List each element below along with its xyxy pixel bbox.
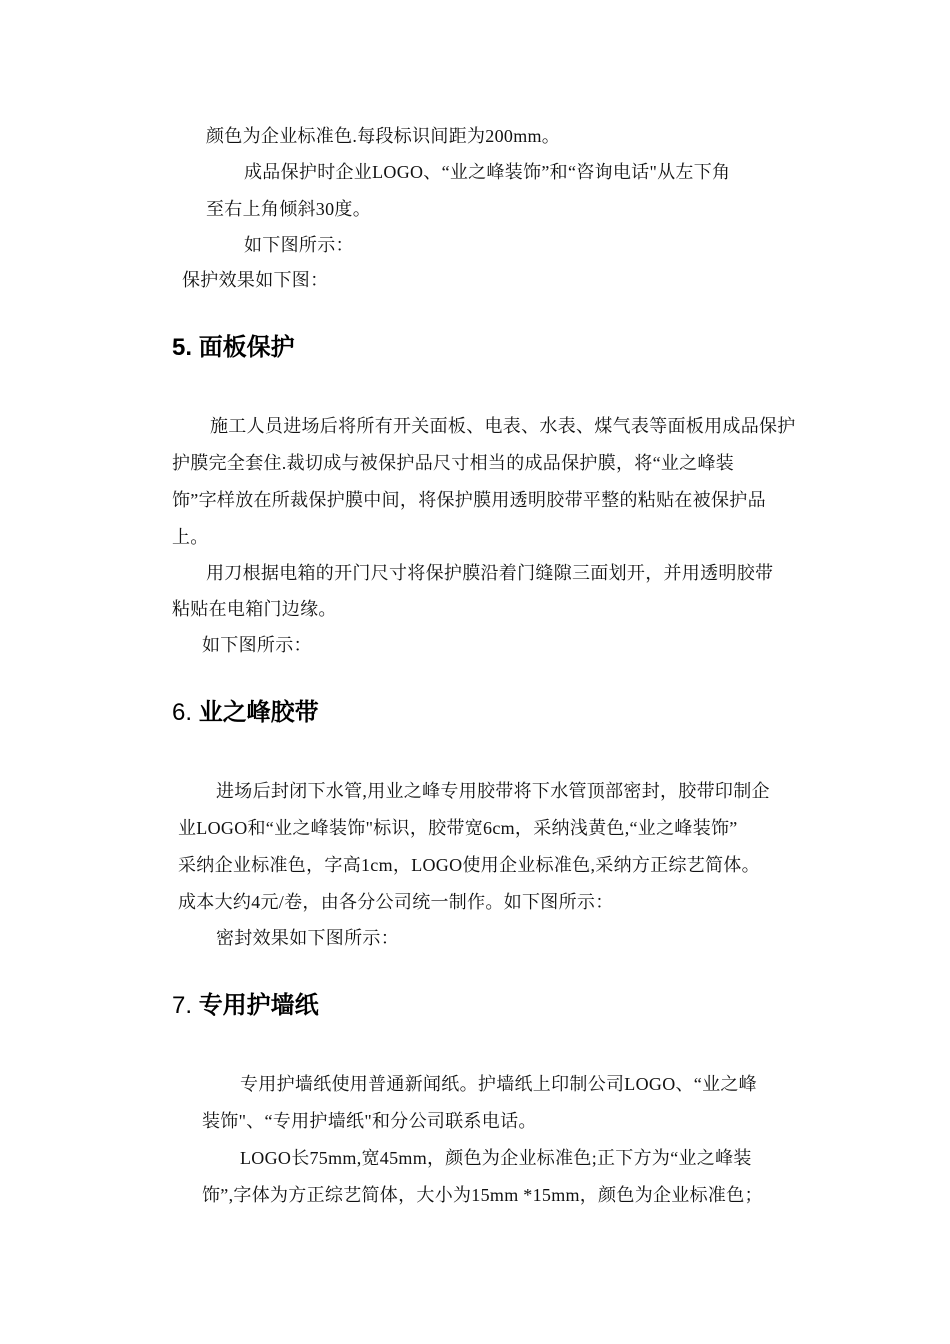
section-6-number: 6. (172, 699, 193, 726)
section-5-title: 面板保护 (198, 334, 295, 361)
section-5-number: 5. (172, 334, 193, 361)
section-6-heading (172, 697, 319, 729)
section-5-line-5: 用刀根据电箱的开门尺寸将保护膜沿着门缝隙三面划开，并用透明胶带 (206, 563, 774, 583)
section-6-title: 业之峰胶带 (198, 699, 319, 726)
section-6-line-5: 密封效果如下图所示： (216, 928, 399, 948)
section-5-line-3: 饰”字样放在所裁保护膜中间，将保护膜用透明胶带平整的粘贴在被保护品 (172, 490, 766, 510)
section-7-number: 7. (172, 992, 193, 1019)
section-7-heading (172, 990, 319, 1022)
section-6-line-3: 采纳企业标准色，字高1cm，LOGO使用企业标准色,采纳方正综艺简体。 (178, 855, 760, 875)
section-5-heading (172, 332, 295, 364)
section-7-line-1: 专用护墙纸使用普通新闻纸。护墙纸上印制公司LOGO、“业之峰 (240, 1074, 757, 1094)
intro-line-2: 成品保护时企业LOGO、“业之峰装饰”和“咨询电话"从左下角 (244, 162, 731, 182)
section-7-line-2: 装饰"、“专用护墙纸"和分公司联系电话。 (202, 1111, 537, 1131)
section-6-line-1: 进场后封闭下水管,用业之峰专用胶带将下水管顶部密封，胶带印制企 (216, 781, 770, 801)
section-7-line-3: LOGO长75mm,宽45mm，颜色为企业标准色;正下方为“业之峰装 (240, 1148, 752, 1168)
section-5-line-2: 护膜完全套住.裁切成与被保护品尺寸相当的成品保护膜，将“业之峰装 (172, 453, 735, 473)
section-7-line-4: 饰”,字体为方正综艺简体，大小为15mm *15mm，颜色为企业标准色； (202, 1185, 763, 1205)
section-5-line-6: 粘贴在电箱门边缘。 (172, 599, 337, 619)
section-5-line-7: 如下图所示： (202, 635, 312, 655)
section-5-line-4: 上。 (172, 527, 209, 547)
section-6-line-2: 业LOGO和“业之峰装饰"标识，胶带宽6cm，采纳浅黄色,“业之峰装饰” (178, 818, 738, 838)
intro-line-5: 保护效果如下图： (182, 270, 329, 290)
intro-line-3: 至右上角倾斜30度。 (206, 199, 371, 219)
section-6-line-4: 成本大约4元/卷，由各分公司统一制作。如下图所示： (178, 892, 614, 912)
section-7-title: 专用护墙纸 (198, 992, 319, 1019)
intro-line-4: 如下图所示： (244, 235, 354, 255)
intro-line-1: 颜色为企业标准色.每段标识间距为200mm。 (206, 126, 561, 146)
section-5-line-1: 施工人员进场后将所有开关面板、电表、水表、煤气表等面板用成品保护 (210, 416, 796, 436)
